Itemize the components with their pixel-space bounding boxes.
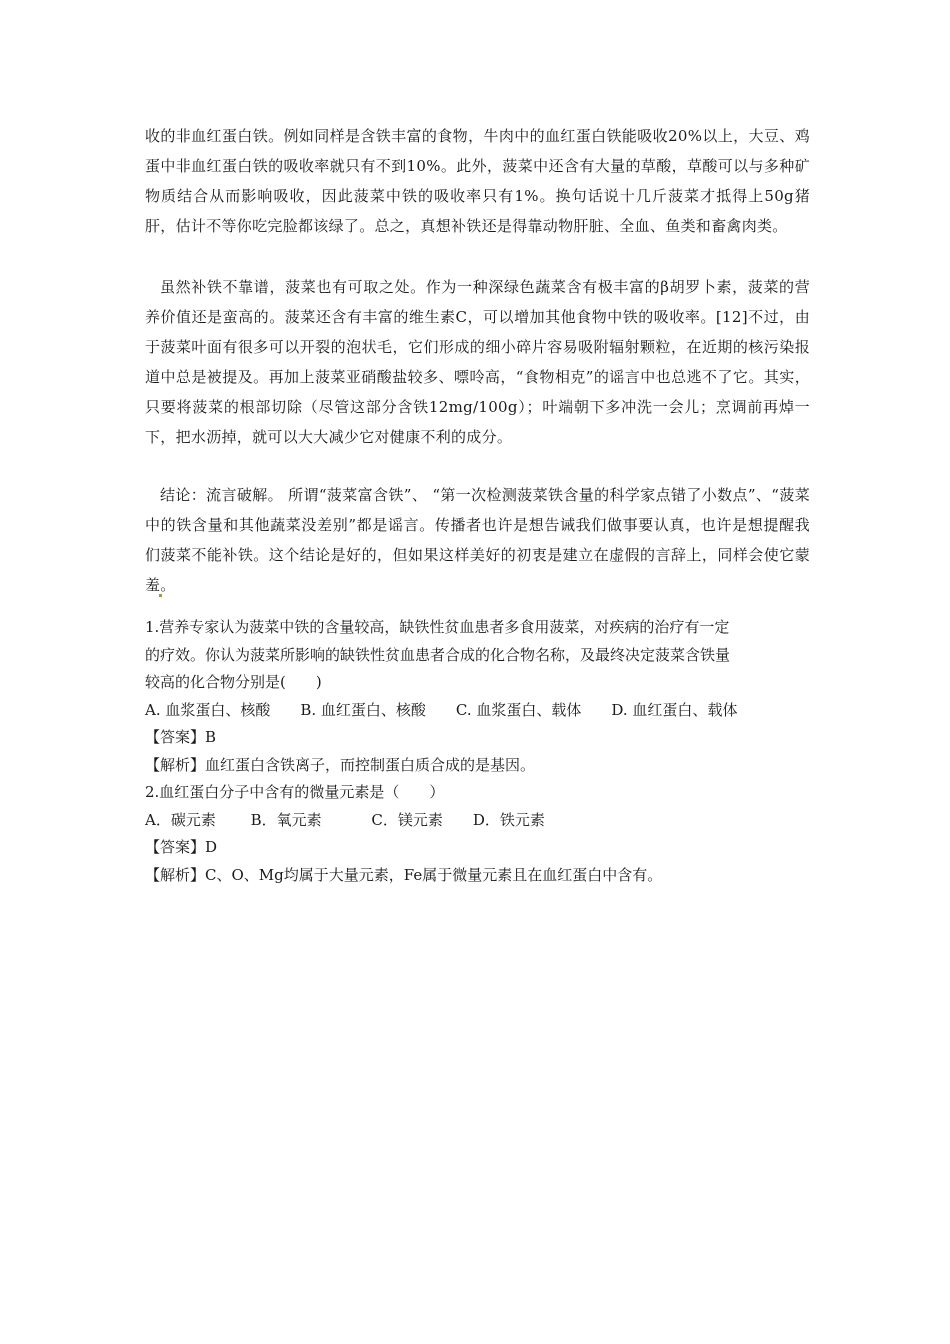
question-2-analysis: 【解析】C、O、Mg均属于大量元素，Fe属于微量元素且在血红蛋白中含有。 [145, 865, 663, 884]
question-1-stem-line-3: 较高的化合物分别是( ) [145, 673, 322, 691]
question-2-answer: 【答案】D [145, 838, 218, 856]
question-2-options: A．碳元素 B．氧元素 C．镁元素 D．铁元素 [145, 810, 545, 829]
question-1-options: A. 血浆蛋白、核酸 B. 血红蛋白、核酸 C. 血浆蛋白、载体 D. 血红蛋白、载体 [145, 700, 738, 719]
question-1-answer: 【答案】B [145, 728, 217, 746]
question-1-stem-line-1: 1.营养专家认为菠菜中铁的含量较高，缺铁性贫血患者多食用菠菜，对疾病的治疗有一定 [145, 618, 730, 636]
article-paragraph-2: 虽然补铁不靠谱，菠菜也有可取之处。作为一种深绿色蔬菜含有极丰富的β胡罗卜素，菠菜的营养价值还是蛮高的。菠菜还含有丰富的维生素C，可以增加其他食物中铁的吸收率。[12]不过，由于菠菜叶面有很多可以开裂的泡状毛，它们形成的细小碎片容易吸附辐射颗粒，在近期的核污染报道中总是被提及。再加上菠菜亚硝酸盐较多、嘌呤高，“食物相克”的谣言中也总逃不了它。其实，只要将菠菜的根部切除（尽管这部分含铁12mg/100g）；叶端朝下多冲洗一会儿；烹调前再焯一下，把水沥掉，就可以大大减少它对健康不利的成分。 [145, 278, 810, 446]
mark-dot [159, 594, 162, 597]
question-2 [145, 779, 815, 889]
article-paragraph-1: 收的非血红蛋白铁。例如同样是含铁丰富的食物，牛肉中的血红蛋白铁能吸收20%以上，大豆、鸡蛋中非血红蛋白铁的吸收率就只有不到10%。此外，菠菜中还含有大量的草酸，草酸可以与多种矿物质结合从而影响吸收，因此菠菜中铁的吸收率只有1%。换句话说十几斤菠菜才抵得上50g猪肝，估计不等你吃完脸都该绿了。总之，真想补铁还是得靠动物肝脏、全血、鱼类和畜禽肉类。 [145, 127, 810, 235]
question-1-stem-line-2: 的疗效。你认为菠菜所影响的缺铁性贫血患者合成的化合物名称，及最终决定菠菜含铁量 [145, 645, 731, 664]
question-2-stem: 2.血红蛋白分子中含有的微量元素是（ ） [145, 783, 445, 801]
article-paragraph-3: 结论：流言破解。 所谓“菠菜富含铁”、 “第一次检测菠菜铁含量的科学家点错了小数点”、“菠菜中的铁含量和其他蔬菜没差别”都是谣言。传播者也许是想告诫我们做事要认真，也许是想提醒我们菠菜不能补铁。这个结论是好的，但如果这样美好的初衷是建立在虚假的言辞上，同样会使它蒙羞。 [145, 486, 810, 594]
question-1 [145, 614, 815, 779]
question-1-analysis: 【解析】血红蛋白含铁离子，而控制蛋白质合成的是基因。 [145, 755, 536, 774]
